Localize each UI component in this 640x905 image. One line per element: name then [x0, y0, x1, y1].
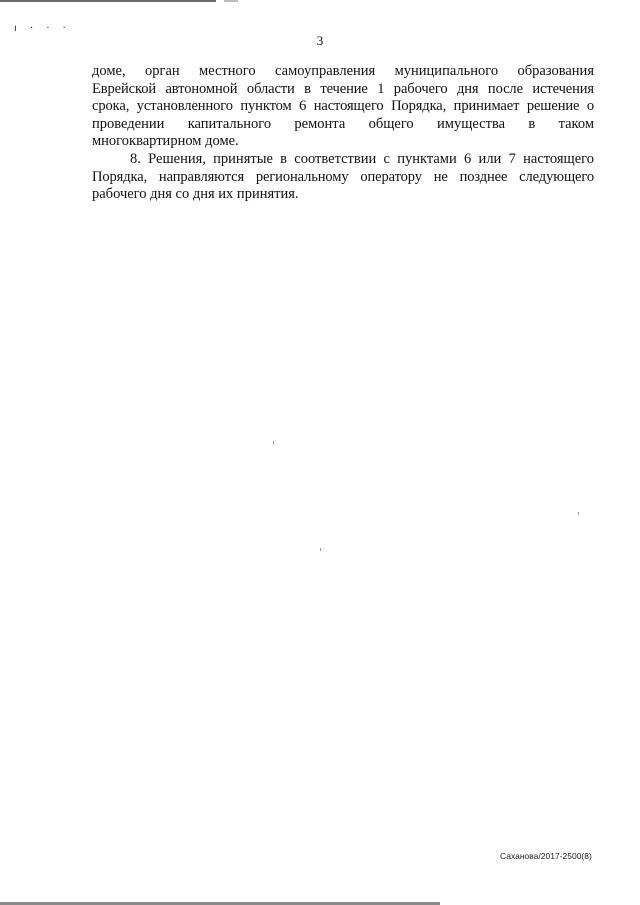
body-line: многоквартирном доме. — [92, 133, 239, 150]
body-line: Порядка, направляются региональному оператору не позднее следующего — [92, 168, 594, 185]
body-line: срока, установленного пунктом 6 настоящего Порядка, принимает решение о — [92, 98, 594, 115]
scan-specks: ı · · · — [14, 23, 71, 34]
paragraph-8-first-line: 8. Решения, принятые в соответствии с пунктами 6 или 7 настоящего — [130, 150, 594, 167]
document-footer-code: Саханова/2017-2500(8) — [500, 851, 592, 861]
body-line: проведении капитального ремонта общего имущества в таком — [92, 115, 594, 132]
body-line: доме, орган местного самоуправления муниципального образования — [92, 63, 594, 79]
scan-edge-top-fragment — [224, 0, 238, 2]
scan-speck — [273, 441, 274, 444]
body-line: Еврейской автономной области в течение 1 рабочего дня после истечения — [92, 80, 594, 97]
page-number: 3 — [316, 33, 324, 48]
scan-speck — [320, 548, 321, 551]
body-text — [92, 63, 594, 204]
body-line: рабочего дня со дня их принятия. — [92, 186, 299, 203]
scan-edge-top — [0, 0, 216, 2]
scan-speck — [578, 512, 579, 515]
